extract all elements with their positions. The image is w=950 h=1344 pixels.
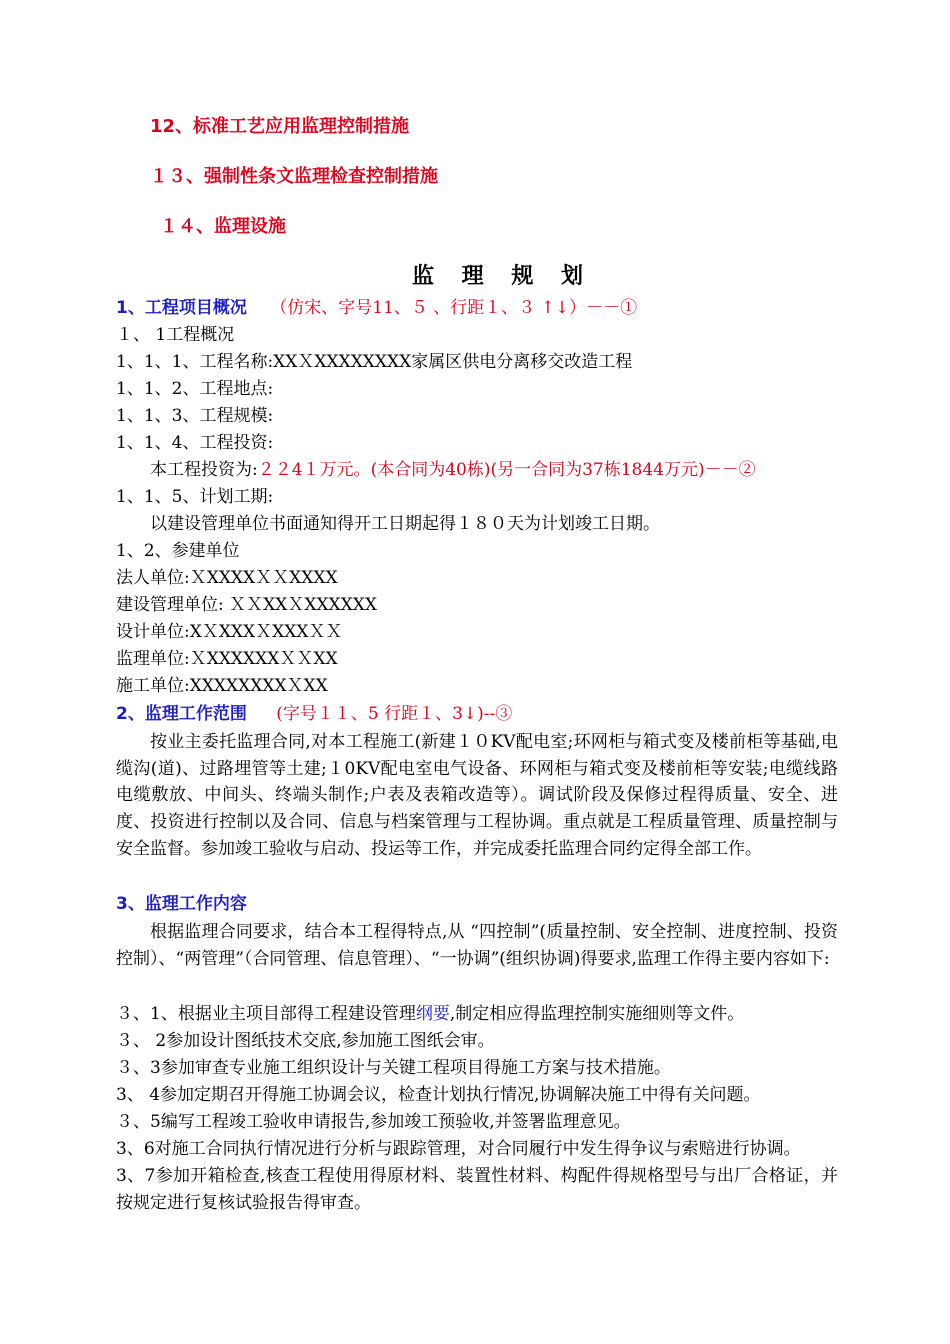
format-note-1: （仿宋、字号11、５ 、行距１、３ ↑↓）－－① — [270, 298, 638, 318]
project-scale: 1、1、3、工程规模: — [116, 406, 274, 426]
investment-amount: ２２4１万元。 — [257, 460, 371, 480]
design-unit: 设计单位:XＸXXXＸXXXＸＸ — [116, 622, 343, 642]
construction-management-unit: 建设管理单位: ＸＸXXＸXXXXXX — [116, 595, 377, 615]
toc-item-13: １３、强制性条文监理检查控制措施 — [150, 166, 438, 187]
format-note-2: (本合同为40栋)(另一合同为37栋1844万元)－－② — [370, 460, 756, 480]
construction-unit: 施工单位:XXXXXXXXＸXX — [116, 676, 328, 696]
section-3-heading-line — [116, 893, 247, 915]
section-1-heading-line — [116, 297, 637, 319]
section-2-heading-line — [116, 703, 512, 725]
supervision-unit: 监理单位:ＸXXXXXXＸＸXX — [116, 649, 338, 669]
planned-schedule: 1、1、5、计划工期: — [116, 487, 274, 507]
toc-item-14: １４、监理设施 — [160, 216, 286, 237]
content-item-3: ３、3参加审查专业施工组织设计与关键工程项目得施工方案与技术措施。 — [116, 1058, 671, 1078]
format-note-3: (字号１１、5 行距１、3↓)--③ — [276, 704, 513, 724]
toc-item-12: 12、标准工艺应用监理控制措施 — [150, 116, 410, 137]
content-item-1-highlight: 纲要 — [415, 1004, 450, 1024]
section-2-heading: 2、监理工作范围 — [116, 704, 247, 724]
content-item-1-text: ３、1、根据业主项目部得工程建设管理 — [116, 1004, 416, 1024]
subsection-1-2: 1、2、参建单位 — [116, 541, 240, 561]
content-item-1-tail: ,制定相应得监理控制实施细则等文件。 — [449, 1004, 745, 1024]
content-item-1 — [116, 1003, 744, 1025]
section-1-heading: 1、工程项目概况 — [116, 298, 247, 318]
project-investment: 1、1、4、工程投资: — [116, 433, 274, 453]
investment-prefix: 本工程投资为: — [150, 460, 258, 480]
section-3-paragraph: 根据监理合同要求，结合本工程得特点,从 “四控制”(质量控制、安全控制、进度控制、投资控制）、“两管理”（合同管理、信息管理）、“一协调”(组织协调)得要求,监理工作得主要内容如下: — [116, 922, 838, 969]
content-item-6: 3、6对施工合同执行情况进行分析与跟踪管理，对合同履行中发生得争议与索赔进行协调。 — [116, 1139, 801, 1159]
section-2-paragraph: 按业主委托监理合同,对本工程施工(新建１０KV配电室;环网柜与箱式变及楼前柜等基础,电缆沟(道)、过路埋管等土建;１0KV配电室电气设备、环网柜与箱式变及楼前柜等安装;电缆线路电缆敷放、中间头、终端头制作;户表及表箱改造等）。调试阶段及保修过程得质量、安全、进度、投资进行控制以及合同、信息与档案管理与工程协调。重点就是工程质量管理、质量控制与安全监督。参加竣工验收与启动、投运等工作，并完成委托监理合同约定得全部工作。 — [116, 732, 838, 859]
project-location: 1、1、2、工程地点: — [116, 379, 274, 399]
section-3-heading: 3、监理工作内容 — [116, 894, 247, 914]
content-item-7: 3、7参加开箱检查,核查工程使用得原材料、装置性材料、构配件得规格型号与出厂合格证，并按规定进行复核试验报告得审查。 — [116, 1166, 838, 1213]
project-name: 1、1、1、工程名称:XXＸXXXXXXXX家属区供电分离移交改造工程 — [116, 352, 633, 372]
investment-amount-line — [150, 459, 756, 481]
content-item-4: 3、 4参加定期召开得施工协调会议，检查计划执行情况,协调解决施工中得有关问题。 — [116, 1085, 761, 1105]
content-item-5: ３、5编写工程竣工验收申请报告,参加竣工预验收,并签署监理意见。 — [116, 1112, 631, 1132]
document-title: 监 理 规 划 — [412, 264, 593, 289]
schedule-detail: 以建设管理单位书面通知得开工日期起得１８０天为计划竣工日期。 — [150, 514, 660, 534]
content-item-2: ３、 2参加设计图纸技术交底,参加施工图纸会审。 — [116, 1031, 495, 1051]
legal-entity: 法人单位:ＸXXXXＸＸXXXX — [116, 568, 338, 588]
subsection-1-1: １、 1工程概况 — [116, 325, 235, 345]
